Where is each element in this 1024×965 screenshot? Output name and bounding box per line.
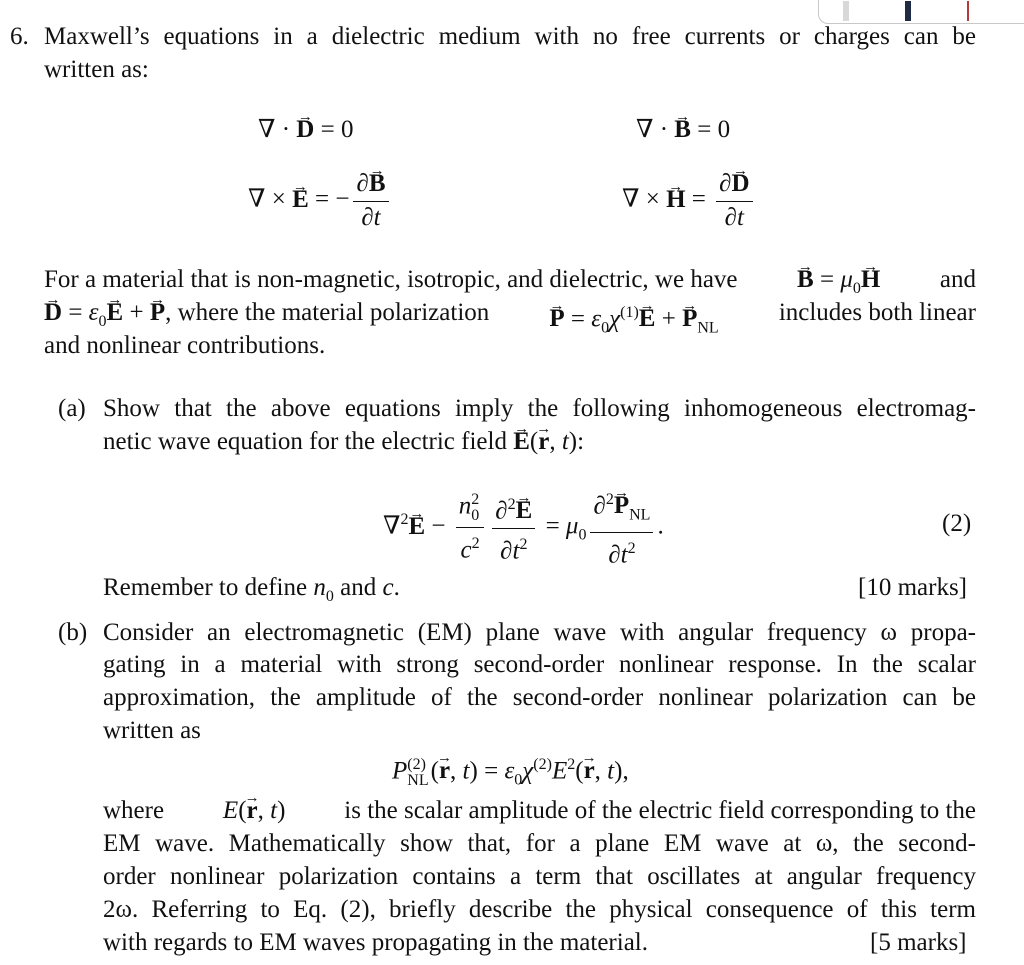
part-a-marks: [10 marks] (858, 574, 967, 601)
toolbar-button-1[interactable] (843, 1, 849, 21)
part-b-line-2: gating in a material with strong second-order nonlinear response. In the scalar (103, 651, 976, 678)
intro-line-2: written as: (44, 56, 149, 83)
part-b-label: (b) (58, 619, 88, 646)
material-d-relation: → $D = \varepsilon_0\to E$ + → P, where the material polarization (44, 298, 489, 343)
scalar-field: E(→ r, t) (223, 796, 286, 826)
part-a-line-2-text: netic wave equation for the electric field (103, 428, 507, 455)
part-a-label: (a) (58, 395, 86, 422)
part-b-line-5b: is the scalar amplitude of the electric field corresponding to the (344, 797, 976, 824)
material-text-2b: includes both linear (778, 299, 976, 326)
intro-line-1: Maxwell’s equations in a dielectric medium with no free currents or charges can be (44, 23, 976, 50)
part-b-line-4: written as (103, 717, 201, 744)
part-b-marks: [5 marks] (870, 929, 967, 956)
remember-text-a: Remember to define (103, 574, 308, 601)
nonlinear-polarization-equation: P (2) NL (→ r, $t) = \varepsilon_0\chi^{(2)}E^2(\to r$, t), (392, 750, 629, 795)
part-a-remember: Remember to define $n_0$ and c. (103, 574, 400, 605)
material-text-1b: and (939, 266, 976, 293)
material-b-relation: → $B = \mu_0\to H$ (797, 265, 880, 304)
part-a-line-2: netic wave equation for the electric field → E(→ r, t): (103, 427, 584, 457)
material-line-3: and nonlinear contributions. (44, 332, 326, 359)
equation-number: (2) (942, 510, 972, 537)
remember-text-b: and (340, 574, 377, 601)
material-text-1a: For a material that is non-magnetic, isotropic, and dielectric, we have (44, 266, 738, 293)
equation-div-b: ∇ · → B = 0 (636, 115, 730, 145)
part-a-line-1: Show that the above equations imply the following inhomogeneous electromag- (103, 395, 976, 422)
equation-div-d: ∇ · → D = 0 (258, 115, 353, 145)
part-b-line-5a: where (103, 797, 165, 824)
part-b-line-6: EM wave. Mathematically show that, for a plane EM wave at ω, the second- (103, 830, 976, 857)
part-b-line-7: order nonlinear polarization contains a term that oscillates at angular frequency (103, 863, 976, 890)
toolbar-button-3[interactable] (967, 1, 969, 21)
question-number: 6. (10, 23, 29, 50)
equation-curl-h: ∇ × → H = $\frac{\partial\to D}{\partial t}$ (622, 170, 757, 232)
equation-curl-e: ∇ × → E = − $\frac{\partial\to B}{\partial t}$ (248, 170, 393, 232)
part-b-line-8: 2ω. Referring to Eq. (2), briefly describe the physical consequence of this term (103, 896, 976, 923)
material-text-2a: , where the material polarization (165, 299, 490, 326)
part-b-line-3: approximation, the amplitude of the second-order nonlinear polarization can be (103, 684, 976, 711)
toolbar-fragment[interactable] (818, 0, 1024, 24)
material-p-relation: → $P = \varepsilon_0\chi^{(1)}\to E$ + → $P_{NL}$ (549, 298, 718, 343)
part-b-line-5 (103, 796, 976, 826)
part-b-line-1: Consider an electromagnetic (EM) plane wave with angular frequency ω propa- (103, 619, 976, 646)
wave-equation: ∇$^2$→ E − n 2 0 $c^2$ $\frac{\partial^2\to E}{\partial t^2}$ = $\mu_0$ $\frac{\partial^2\to P_{NL}}{\partial t^2}$ . (383, 486, 664, 570)
part-b-line-9: with regards to EM waves propagating in the material. (103, 929, 648, 956)
toolbar-button-2[interactable] (905, 1, 911, 21)
